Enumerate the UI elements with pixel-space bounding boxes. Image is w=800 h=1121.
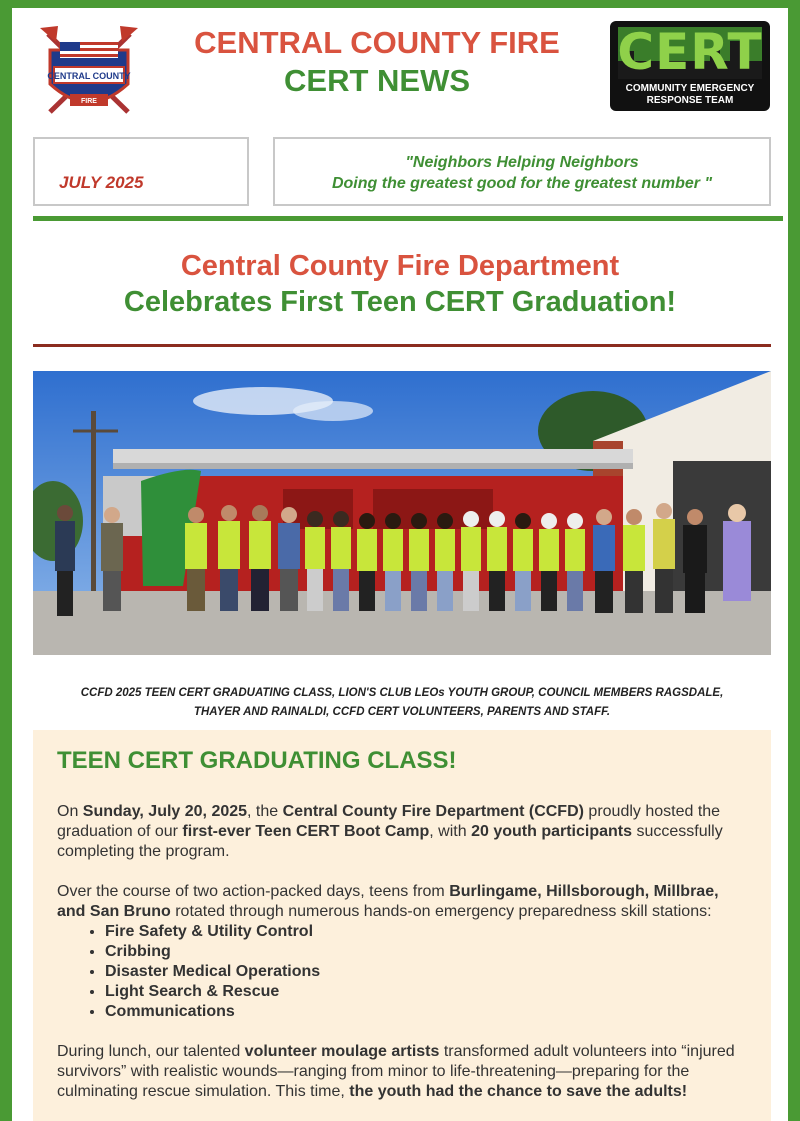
text: rotated through numerous hands-on emergency preparedness skill stations: [170, 903, 712, 920]
cert-logo-subtitle-1: COMMUNITY EMERGENCY [625, 83, 755, 94]
text: During lunch, our talented [57, 1043, 245, 1060]
newsletter-page [12, 8, 788, 1121]
paragraph-2 [57, 882, 747, 922]
program-name: first-ever Teen CERT Boot Camp [182, 823, 430, 840]
motto-line-2: Doing the greatest good for the greatest number " [331, 175, 713, 192]
list-item: • Light Search & Rescue [105, 982, 747, 1002]
title-line-2: CERT NEWS [284, 63, 470, 98]
photo-caption [26, 684, 778, 722]
text: successfully completing the program. [57, 823, 723, 860]
issue-date: JULY 2025 [59, 173, 144, 192]
text: transformed adult volunteers into “injured survivors” with realistic wounds—ranging from minor to life-threatening—preparing for the culminating rescue simulation. This time, [57, 1043, 735, 1100]
logo-text: CENTRAL COUNTY [47, 71, 131, 81]
list-item: • Fire Safety & Utility Control [105, 922, 747, 942]
article-heading: TEEN CERT GRADUATING CLASS! [57, 747, 457, 774]
text: , with [429, 823, 472, 840]
cert-logo [610, 21, 770, 111]
article-headline [33, 248, 767, 320]
issue-date-box [33, 137, 249, 206]
title-line-1: CENTRAL COUNTY FIRE [194, 25, 560, 60]
central-county-fire-logo [36, 24, 142, 118]
event-date: Sunday, July 20, 2025 [82, 803, 248, 820]
list-item: • Cribbing [105, 942, 747, 962]
divider [33, 216, 783, 221]
caption-line-2: THAYER AND RAINALDI, CCFD CERT VOLUNTEERS, PARENTS AND STAFF. [193, 706, 611, 718]
organization: Central County Fire Department (CCFD) [282, 803, 584, 820]
divider [33, 344, 771, 347]
text: proudly hosted the graduation of our [57, 803, 721, 840]
logo-subtext: FIRE [81, 98, 97, 105]
highlight: the youth had the chance to save the adults! [349, 1083, 688, 1100]
cert-logo-word: CERT [617, 23, 763, 81]
skill-stations-list [57, 922, 747, 1022]
moulage-artists: volunteer moulage artists [244, 1043, 440, 1060]
article-body [33, 730, 771, 1121]
cities: Burlingame, Hillsborough, Millbrae, and San Bruno [57, 883, 719, 920]
text: On [57, 803, 83, 820]
text: , the [247, 803, 283, 820]
list-item: • Disaster Medical Operations [105, 962, 747, 982]
caption-line-1: CCFD 2025 TEEN CERT GRADUATING CLASS, LION'S CLUB LEOs YOUTH GROUP, COUNCIL MEMBERS RAGSDALE, [80, 687, 724, 699]
cert-logo-subtitle-2: RESPONSE TEAM [646, 95, 734, 106]
headline-line-2: Celebrates First Teen CERT Graduation! [123, 286, 677, 318]
list-item: • Communications [105, 1002, 747, 1022]
motto-line-1: "Neighbors Helping Neighbors [405, 154, 639, 171]
newsletter-title [162, 24, 592, 100]
motto-box [273, 137, 771, 206]
text: Over the course of two action-packed days, teens from [57, 883, 450, 900]
group-photo [33, 371, 771, 655]
paragraph-1 [57, 802, 747, 862]
participant-count: 20 youth participants [471, 823, 632, 840]
headline-line-1: Central County Fire Department [180, 250, 620, 282]
paragraph-3 [57, 1042, 747, 1102]
